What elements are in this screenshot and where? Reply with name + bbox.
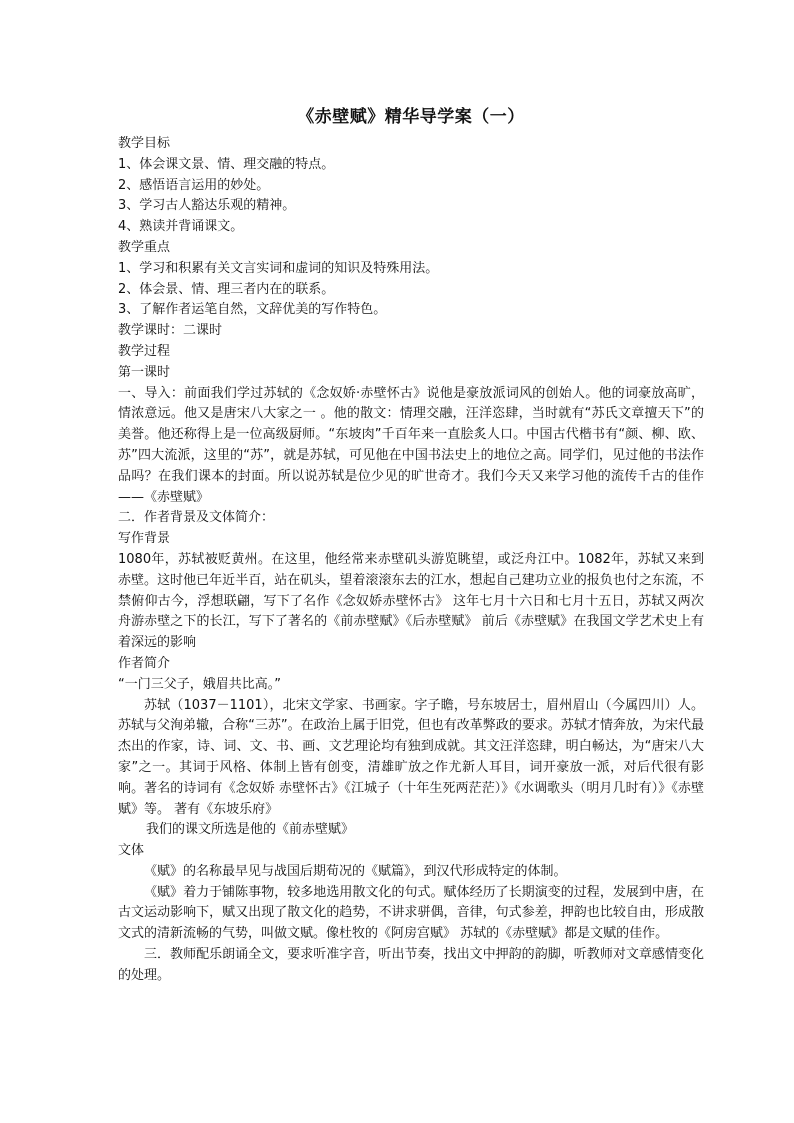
key-points-heading: 教学重点 <box>118 239 171 255</box>
key-point-item: 3、了解作者运笔自然，文辞优美的写作特色。 <box>118 302 387 318</box>
objective-item: 3、学习古人豁达乐观的精神。 <box>118 198 296 214</box>
author-paragraph: 苏轼（1037－1101），北宋文学家、书画家。字子瞻，号东坡居士，眉州眉山（今属四川）人。苏轼与父洵弟辙，合称“三苏”。在政治上属于旧党，但也有改革弊政的要求。苏轼才情奔放，为宋代最杰出的作家，诗、词、文、书、画、文艺理论均有独到成就。其文汪洋恣肆，明白畅达，为“唐宋八大家”之一。其词于风格、体制上皆有创变，清雄旷放之作尤新人耳目，词开豪放一派，对后代很有影响。著名的诗词有《念奴娇 赤壁怀古》《江城子（十年生死两茫茫）》《水调歌头（明月几时有）》《赤壁赋》等。 著有《东坡乐府》 <box>118 697 704 817</box>
class-hours: 教学课时：二课时 <box>118 323 223 339</box>
genre-paragraph-1: 《赋》的名称最早见与战国后期荀况的《赋篇》，到汉代形成特定的体制。 <box>144 863 567 879</box>
objective-item: 2、感悟语言运用的妙处。 <box>118 177 270 193</box>
page-title: 《赤壁赋》精华导学案（一） <box>297 107 525 127</box>
first-lesson-heading: 第一课时 <box>118 364 171 380</box>
section2-heading: 二．作者背景及文体简介： <box>118 510 275 526</box>
objectives-heading: 教学目标 <box>118 136 171 151</box>
key-point-item: 2、体会景、情、理三者内在的联系。 <box>118 281 335 297</box>
key-point-item: 1、学习和积累有关文言实词和虚词的知识及特殊用法。 <box>118 260 439 276</box>
genre-heading: 文体 <box>118 843 145 859</box>
intro-paragraph: 一、导入：前面我们学过苏轼的《念奴娇·赤壁怀古》说他是豪放派词风的创始人。他的词豪放高旷，情浓意远。他又是唐宋八大家之一 。他的散文：情理交融，汪洋恣肆，当时就有“苏氏文章擅天下”的美誉。他还称得上是一位高级厨师。“东坡肉”千百年来一直脍炙人口。中国古代楷书有“颜、柳、欧、苏”四大流派，这里的“苏”，就是苏轼，可见他在中国书法史上的地位之高。同学们，见过他的书法作品吗？在我们课本的封面。所以说苏轼是位少见的旷世奇才。我们今天又来学习他的流传千古的佳作——《赤壁赋》 <box>118 385 704 505</box>
background-heading: 写作背景 <box>118 531 171 547</box>
process-heading: 教学过程 <box>118 343 171 359</box>
document-content <box>118 104 704 987</box>
author-quote: “一门三父子，娥眉共比高。” <box>118 676 281 692</box>
lesson-text-note: 我们的课文所选是他的《前赤壁赋》 <box>146 822 355 838</box>
background-paragraph: 1080年，苏轼被贬黄州。在这里，他经常来赤壁矶头游览眺望，或泛舟江中。1082年，苏轼又来到赤壁。这时他已年近半百，站在矶头，望着滚滚东去的江水，想起自己建功立业的报负也付之东流，不禁俯仰古今，浮想联翩，写下了名作《念奴娇赤壁怀古》 这年七月十六日和七月十五日，苏轼又两次舟游赤壁之下的长江，写下了著名的《前赤壁赋》《后赤壁赋》 前后《赤壁赋》在我国文学艺术史上有着深远的影响 <box>118 551 704 651</box>
objective-item: 4、熟读并背诵课文。 <box>118 219 244 235</box>
genre-paragraph-2: 《赋》着力于铺陈事物，较多地选用散文化的句式。赋体经历了长期演变的过程，发展到中唐，在古文运动影响下，赋又出现了散文化的趋势，不讲求骈偶，音律，句式参差，押韵也比较自由，形成散文式的清新流畅的气势，叫做文赋。像杜牧的《阿房宫赋》 苏轼的《赤壁赋》都是文赋的佳作。 <box>118 884 704 942</box>
section3-paragraph: 三．教师配乐朗诵全文，要求听准字音，听出节奏，找出文中押韵的韵脚，听教师对文章感情变化的处理。 <box>118 947 704 983</box>
author-heading: 作者简介 <box>118 655 171 671</box>
objective-item: 1、体会课文景、情、理交融的特点。 <box>118 156 335 172</box>
